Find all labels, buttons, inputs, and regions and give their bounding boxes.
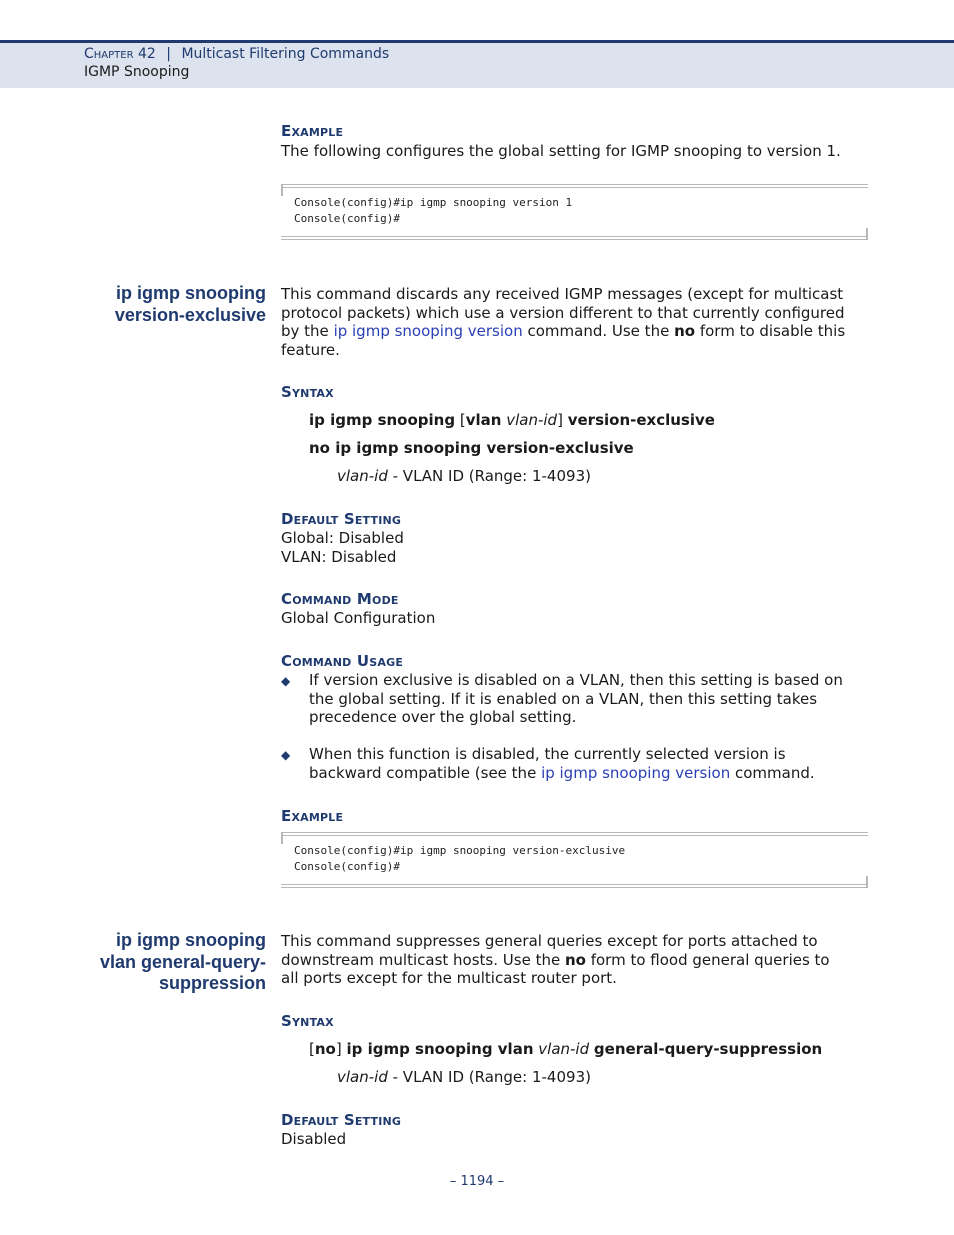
desc-line: This command discards any received IGMP messages (except for multicast — [281, 285, 844, 303]
parameter: vlan-id — [337, 1068, 388, 1086]
keyword: ip igmp snooping — [309, 411, 456, 429]
command-title — [115, 283, 266, 326]
keyword: vlan — [465, 411, 502, 429]
code-block — [281, 832, 868, 888]
command-usage-heading: Command Usage — [281, 652, 404, 670]
command-mode: Global Configuration — [281, 609, 436, 627]
text: - VLAN ID (Range: 1-4093) — [387, 1068, 591, 1086]
parameter-description — [337, 467, 591, 485]
default-setting — [281, 529, 404, 566]
keyword: no — [564, 950, 586, 969]
usage-line: If version exclusive is disabled on a VLAN, then this setting is based on — [309, 671, 843, 689]
usage-line: When this function is disabled, the currently selected version is — [309, 745, 786, 763]
command-title — [100, 930, 266, 995]
desc-line: feature. — [281, 341, 340, 360]
bracket: [ — [309, 1040, 315, 1058]
command-title-line: ip igmp snooping — [116, 930, 266, 950]
code-line: Console(config)#ip igmp snooping version 1 — [294, 196, 573, 209]
keyword: no — [674, 322, 696, 341]
text: - VLAN ID (Range: 1-4093) — [387, 467, 591, 485]
bracket: ] — [335, 1040, 347, 1058]
keyword: ip igmp snooping vlan — [346, 1040, 534, 1058]
page-header — [0, 40, 954, 88]
code-block — [281, 184, 868, 240]
diamond-bullet-icon: ◆ — [281, 674, 291, 688]
text: form to disable this — [695, 322, 846, 341]
default-line: Global: Disabled — [281, 529, 404, 547]
parameter-description — [337, 1068, 591, 1086]
syntax-heading: Syntax — [281, 383, 334, 401]
usage-item — [309, 671, 843, 727]
usage-line — [309, 764, 815, 783]
desc-line: This command suppresses general queries except for ports attached to — [281, 932, 818, 950]
code-line: Console(config)#ip igmp snooping version-exclusive — [294, 844, 626, 857]
text: command. — [730, 763, 815, 782]
keyword: version-exclusive — [567, 411, 715, 429]
command-description — [281, 932, 830, 988]
example-text: The following configures the global setting for IGMP snooping to version 1. — [281, 142, 841, 160]
command-link[interactable]: ip igmp snooping version — [333, 322, 523, 341]
keyword: general-query-suppression — [593, 1040, 823, 1058]
usage-item — [309, 745, 815, 782]
usage-line: the global setting. If it is enabled on a VLAN, then this setting takes — [309, 689, 818, 708]
default-setting-heading: Default Setting — [281, 510, 402, 528]
desc-line: protocol packets) which use a version different to that currently configured — [281, 303, 845, 322]
text: by the — [281, 322, 334, 341]
text: command. Use the — [522, 322, 675, 341]
header-chapter-line — [84, 46, 389, 62]
parameter: vlan-id — [337, 467, 388, 485]
syntax-line — [309, 411, 715, 429]
header-separator: | — [166, 46, 171, 62]
code-line: Console(config)# — [294, 212, 400, 225]
default-setting-heading: Default Setting — [281, 1111, 402, 1129]
command-title-line: suppression — [158, 973, 266, 993]
desc-line — [281, 951, 830, 970]
command-title-line: version-exclusive — [114, 304, 266, 325]
text: downstream multicast hosts. Use the — [281, 950, 565, 969]
syntax-heading: Syntax — [281, 1012, 334, 1030]
command-title-line: ip igmp snooping — [116, 283, 266, 303]
command-description — [281, 285, 845, 360]
desc-line: all ports except for the multicast router port. — [281, 969, 617, 988]
default-setting: Disabled — [281, 1130, 347, 1148]
text: form to flood general queries to — [585, 950, 830, 969]
section-title: IGMP Snooping — [84, 64, 190, 80]
keyword: no — [314, 1040, 336, 1058]
default-line: VLAN: Disabled — [281, 547, 397, 566]
parameter: vlan-id — [538, 1040, 590, 1058]
text: backward compatible (see the — [309, 763, 542, 782]
chapter-label: Chapter 42 — [84, 46, 156, 62]
command-mode-heading: Command Mode — [281, 590, 399, 608]
diamond-bullet-icon: ◆ — [281, 748, 291, 762]
bracket: [ — [455, 411, 466, 429]
syntax-line — [309, 1040, 822, 1058]
bracket: ] — [557, 411, 568, 429]
example-heading: Example — [281, 122, 344, 140]
example-heading: Example — [281, 807, 344, 825]
command-link[interactable]: ip igmp snooping version — [541, 763, 731, 782]
desc-line — [281, 322, 845, 341]
code-line: Console(config)# — [294, 860, 400, 873]
usage-line: precedence over the global setting. — [309, 708, 577, 727]
command-title-line: vlan general-query- — [99, 951, 266, 972]
page-number: – 1194 – — [449, 1174, 505, 1189]
chapter-title: Multicast Filtering Commands — [181, 46, 390, 62]
parameter: vlan-id — [506, 411, 558, 429]
syntax-line: no ip igmp snooping version-exclusive — [309, 439, 634, 457]
